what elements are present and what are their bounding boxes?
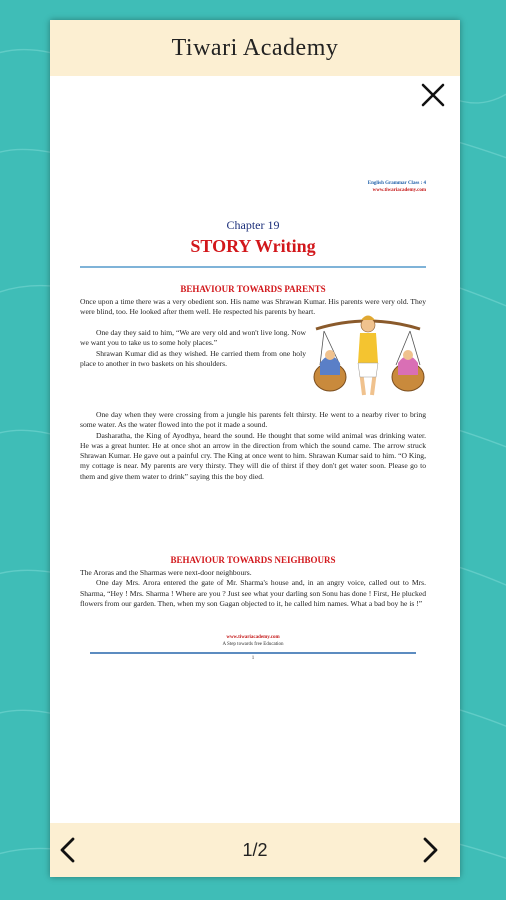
paragraph — [80, 410, 426, 482]
footer-tagline: A Step towards free Education — [222, 642, 284, 647]
footer-divider — [90, 652, 416, 654]
document-page — [80, 180, 426, 680]
chapter-label: Chapter 19 — [226, 218, 280, 232]
section-heading-neighbours: BEHAVIOUR TOWARDS NEIGHBOURS — [170, 555, 336, 565]
title-divider — [80, 266, 426, 268]
shrawan-kumar-illustration — [310, 305, 426, 410]
page-header-site: www.tiwariacademy.com — [372, 188, 426, 193]
chevron-right-icon[interactable] — [418, 835, 442, 865]
paragraph — [80, 568, 426, 609]
chapter-title: STORY Writing — [190, 236, 316, 256]
close-icon[interactable] — [420, 82, 446, 108]
app-title: Tiwari Academy — [171, 34, 339, 61]
paragraph-text: One day when they were crossing from a jungle his parents felt thirsty. He went to a nearby river to bring some water. As the water flowed into the pot it made a sound. — [80, 410, 426, 430]
paragraph-text: Once upon a time there was a very obedient son. His name was Shrawan Kumar. His parents were very old. They were blind, too. He looked after them well. He respected his parents by heart. — [80, 297, 426, 317]
paragraph — [80, 328, 306, 369]
paragraph-text: Dasharatha, the King of Ayodhya, heard the sound. He thought that some wild animal was drinking water. He was a great hunter. He at once shot an arrow in the direction from which the sound came. The arrow struck Shrawan Kumar. He gave out a painful cry. The King at once went to him. Shrawan Kumar said to him. “O King, my cottage is near. My parents are very thirsty. They will die of thirst if they don't get water soon. Please go to them and give them water to drink” saying this the boy died. — [80, 430, 426, 481]
paragraph-text: One day Mrs. Arora entered the gate of Mr. Sharma's house and, in an angry voice, called out to Mrs. Sharma, “Hey ! Mrs. Sharma ! Where are you ? Just see what your darling son Sonu has done ! First, He plucked flowers from our garden. Then, when my son Gagan objected to it, he called him names. What a bad boy he is !” — [80, 578, 426, 608]
navigation-bar — [50, 823, 460, 877]
viewer-frame — [50, 20, 460, 877]
paragraph-text: The Aroras and the Sharmas were next-door neighbours. — [80, 568, 252, 577]
page-indicator: 1/2 — [242, 840, 268, 860]
paragraph-text: One day they said to him, “We are very old and won't live long. Now we want you to take us to some holy places.” — [80, 328, 306, 348]
page-number: 1 — [251, 656, 255, 661]
paragraph-text: Shrawan Kumar did as they wished. He carried them from one holy place to another in two baskets on his shoulders. — [80, 348, 306, 368]
page-header-class: English Grammar Class : 4 — [367, 181, 426, 186]
page-header — [368, 180, 426, 194]
footer-site: www.tiwariacademy.com — [226, 635, 280, 640]
title-bar — [50, 20, 460, 76]
section-heading-parents: BEHAVIOUR TOWARDS PARENTS — [180, 284, 326, 294]
